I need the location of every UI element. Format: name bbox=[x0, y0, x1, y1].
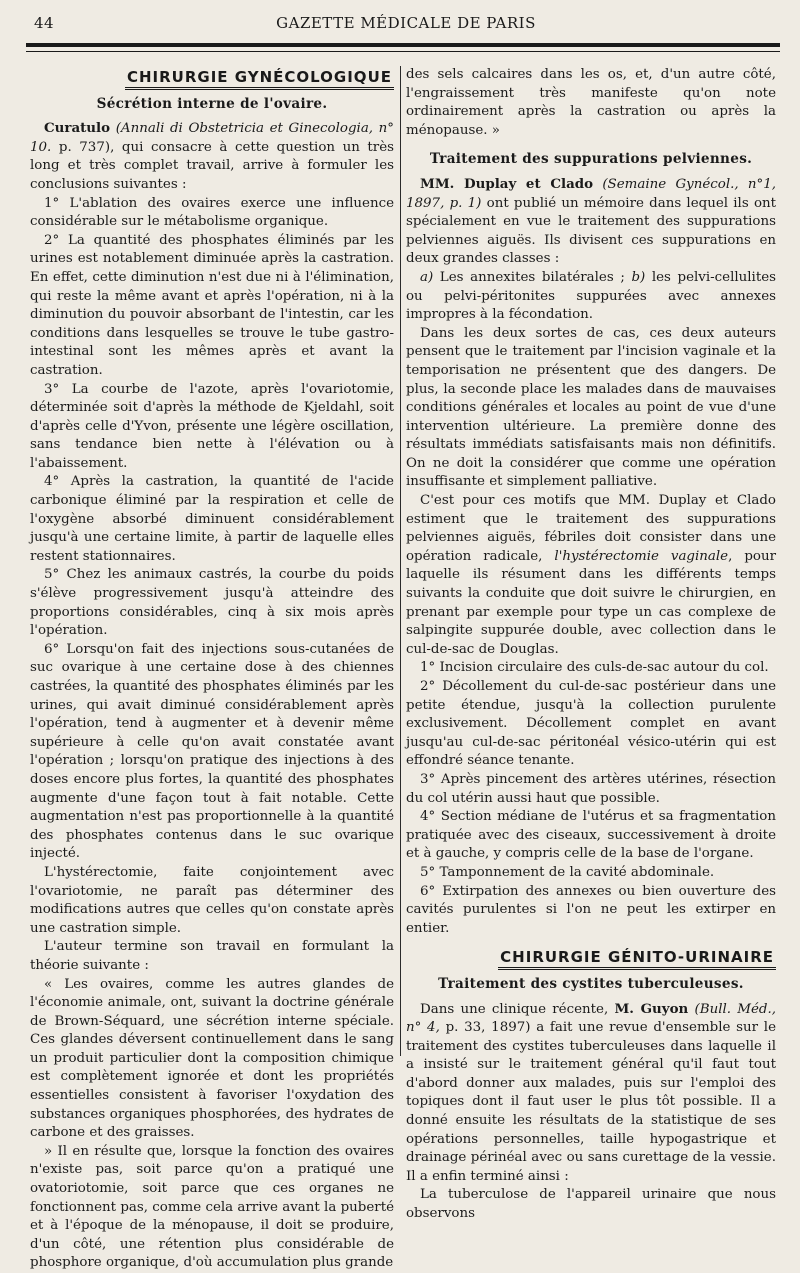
paragraph-quote-1: « Les ovaires, comme les autres glandes de l'économie animale, ont, suivant la doctrine générale de Brown-Séquard, une sécrétion interne spéciale. Ces glandes déversent continuellement dans le sang un produit particulier dont la composition chimique est complètement ignorée et dont les propriétés essentielles consistent à favoriser l'oxydation des substances organiques phosphorées, des hydrates de carbone et des graisses. bbox=[30, 976, 394, 1141]
article-title-cystites: Traitement des cystites tuberculeuses. bbox=[438, 975, 744, 992]
author-guyon: M. Guyon bbox=[614, 1000, 689, 1017]
paragraph-tuberculose: La tuberculose de l'appareil urinaire que nous observons bbox=[406, 1187, 776, 1222]
paragraph-conclusion-2: 2° La quantité des phosphates éliminés par les urines est notablement diminuée après la castration. En effet, cette diminution n'est due ni à l'élimination, qui reste la même avant et après l'opération, ni à la diminution du pouvoir absorbant de l'intestin, car les conditions dans lesquelles se trouve le tube gastro-intestinal sont les mêmes après et avant la castration. bbox=[30, 232, 394, 378]
left-column bbox=[30, 66, 394, 1271]
paragraph-theorie-intro: L'auteur termine son travail en formulant la théorie suivante : bbox=[30, 939, 394, 973]
paragraph-conclusion-1: 1° L'ablation des ovaires exerce une influence considérable sur le métabolisme organique. bbox=[30, 195, 394, 230]
step-4: 4° Section médiane de l'utérus et sa fragmentation pratiquée avec des ciseaux, successivement à droite et à gauche, y compris celle de la base de l'organe. bbox=[406, 809, 776, 862]
step-6: 6° Extirpation des annexes ou bien ouverture des cavités purulentes si l'on ne peut les extirper en entier. bbox=[406, 883, 776, 936]
step-3: 3° Après pincement des artères utérines, résection du col utérin aussi haut que possible. bbox=[406, 771, 776, 806]
section-title-genito-urinaire: CHIRURGIE GÉNITO-URINAIRE bbox=[406, 948, 776, 967]
journal-title: GAZETTE MÉDICALE DE PARIS bbox=[276, 14, 536, 32]
paragraph-classes: a) Les annexites bilatérales ; b) les pelvi-cellulites ou pelvi-péritonites suppurées avec annexes impropres à la fécondation. bbox=[406, 269, 776, 323]
article-title-ovaire: Sécrétion interne de l'ovaire. bbox=[96, 95, 328, 112]
paragraph-conclusion-3: 3° La courbe de l'azote, après l'ovariotomie, déterminée soit d'après la méthode de Kjeldahl, soit d'après celle d'Yvon, présente une légère oscillation, sans tendance bien nette à l'élévation ou à l'abaissement. bbox=[30, 381, 394, 471]
author-curatulo: Curatulo bbox=[44, 120, 111, 137]
paragraph-continuation: des sels calcaires dans les os, et, d'un autre côté, l'engraissement très manifeste qu'on note ordinairement après la castration ou après la ménopause. » bbox=[406, 67, 776, 138]
section-title-gynecologie: CHIRURGIE GYNÉCOLOGIQUE bbox=[30, 68, 394, 87]
paragraph-quote-2: » Il en résulte que, lorsque la fonction des ovaires n'existe pas, soit parce qu'on a pratiqué une ovatoriotomie, soit parce que ces organes ne fonctionnent pas, comme cela arrive avant la puberté et à l'époque de la ménopause, il doit se produire, d'un côté, une rétention plus considérable de phosphore organique, d'où accumulation plus grande bbox=[30, 1143, 394, 1271]
header-rule-thick bbox=[26, 43, 780, 47]
step-2: 2° Décollement du cul-de-sac postérieur dans une petite étendue, jusqu'à la collection purulente exclusivement. Décollement complet en avant jusqu'au cul-de-sac péritonéal vésico-utérin qui est effondré séance tenante. bbox=[406, 679, 776, 769]
paragraph-incision: Dans les deux sortes de cas, ces deux auteurs pensent que le traitement par l'incision vaginale et la temporisation ne présentent que des dangers. De plus, la seconde place les malades dans de mauvaises conditions générales et locales au point de vue d'une intervention ultérieure. La première donne des résultats immédiats satisfaisants mais non définitifs. On ne doit la considérer que comme une opération insuffisante et simplement palliative. bbox=[406, 325, 776, 490]
source-duplay: (Semaine Gynécol., n°1, 1897, p. 1) bbox=[406, 176, 776, 211]
right-column bbox=[406, 66, 777, 1222]
paragraph-conclusion-5: 5° Chez les animaux castrés, la courbe du poids s'élève progressivement jusqu'à atteindre des proportions considérables, cinq à six mois après l'opération. bbox=[30, 567, 394, 639]
header-rule-thin bbox=[26, 51, 780, 52]
paragraph-conclusion-6: 6° Lorsqu'on fait des injections sous-cutanées de suc ovarique à une certaine dose à des chiennes castrées, la quantité des phosphates éliminés par les urines, qui avait diminué considérablement après l'opération, tend à augmenter et à devenir même supérieure à celle qu'on avait constatée avant l'opération ; lorsqu'on pratique des injections à des doses encore plus fortes, la quantité des phosphates augmente d'une façon tout à fait notable. Cette augmentation n'est pas proportionnelle à la quantité des phosphates contenus dans le suc ovarique injecté. bbox=[30, 641, 394, 862]
source-curatulo: (Annali di Obstetricia et Ginecologia, n° 10. bbox=[30, 121, 394, 155]
step-5: 5° Tamponnement de la cavité abdominale. bbox=[420, 864, 715, 880]
paragraph-hysterectomie-vaginale: C'est pour ces motifs que MM. Duplay et Clado estiment que le traitement des suppurations pelviennes aiguës, fébriles doit consister dans une opération radicale, l'hystérectomie vaginale, pour laquelle ils résument dans les différents temps suivants la conduite que doit suivre le chirurgien, en prenant par exemple pour type un cas complexe de salpingite suppurée double, avec collection dans le cul-de-sac de Douglas. bbox=[406, 493, 776, 657]
paragraph-duplay-intro: MM. Duplay et Clado (Semaine Gynécol., n°1, 1897, p. 1) ont publié un mémoire dans lequel ils ont spécialement en vue le traitement des suppurations pelviennes aiguës. Ils divisent ces suppurations en deux grandes classes : bbox=[406, 175, 777, 267]
paragraph-hysterectomie: L'hystérectomie, faite conjointement avec l'ovariotomie, ne paraît pas déterminer des modifications autres que celles qu'on constate après une castration simple. bbox=[30, 864, 394, 936]
paragraph-guyon: Dans une clinique récente, M. Guyon (Bull. Méd., n° 4, p. 33, 1897) a fait une revue d'ensemble sur le traitement des cystites tuberculeuses dans laquelle il a insisté sur le traitement général qu'il faut tout d'abord donner aux malades, puis sur l'emploi des topiques dont il faut user le plus tôt possible. Il a donné ensuite les résultats de la statistique de ses opérations personnelles, taille hypogastrique et drainage périnéal avec ou sans curettage de la vessie. Il a enfin terminé ainsi : bbox=[406, 1000, 777, 1184]
paragraph-conclusion-4: 4° Après la castration, la quantité de l'acide carbonique éliminé par la respiration et celle de l'oxygène absorbé diminuent considérablement jusqu'à une certaine limite, à partir de laquelle elles restent stationnaires. bbox=[30, 474, 394, 564]
paragraph-intro: Curatulo (Annali di Obstetricia et Ginecologia, n° 10. p. 737), qui consacre à cette question un très long et très complet travail, arrive à formuler les conclusions suivantes : bbox=[30, 120, 394, 192]
page-header bbox=[30, 14, 782, 36]
article-title-suppurations: Traitement des suppurations pelviennes. bbox=[429, 151, 753, 168]
step-1: 1° Incision circulaire des culs-de-sac autour du col. bbox=[420, 660, 769, 676]
author-duplay-clado: MM. Duplay et Clado bbox=[420, 175, 594, 192]
page-number: 44 bbox=[34, 14, 55, 32]
column-divider bbox=[400, 66, 401, 1056]
